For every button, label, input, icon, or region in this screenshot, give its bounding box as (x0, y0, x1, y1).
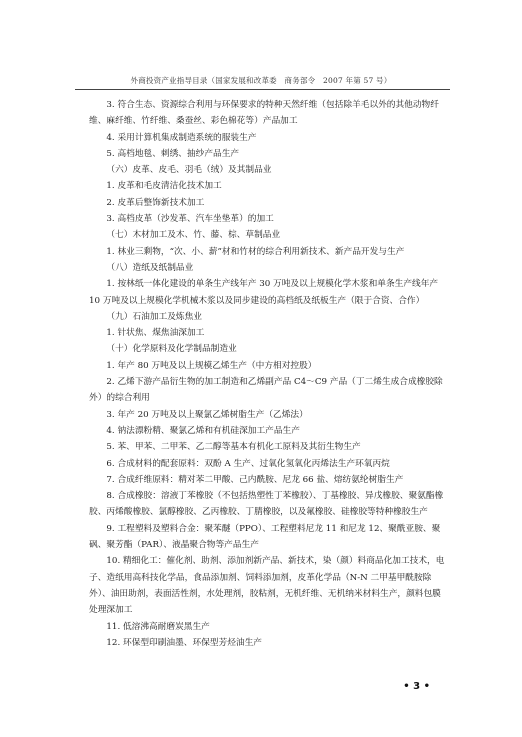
paragraph: 4. 钠法漂粉精、聚氯乙烯和有机硅深加工产品生产 (106, 425, 300, 436)
paragraph: 1. 针状焦、煤焦油深加工 (106, 328, 205, 339)
paragraph: 3. 符合生态、资源综合利用与环保要求的特种天然纤维（包括除羊毛以外的其他动物纤维、麻纤维、竹纤维、桑蚕丝、彩色棉花等）产品加工 (89, 100, 439, 127)
paragraph: 1. 年产 80 万吨及以上规模乙烯生产（中方相对控股） (106, 360, 317, 371)
paragraph: 2. 乙烯下游产品衍生物的加工制造和乙烯副产品 C4～C9 产品（丁二烯生成合成橡胶除外）的综合利用 (89, 377, 443, 404)
running-header: 外商投资产业指导目录（国家发展和改革委 商务部令 2007 年第 57 号） (130, 76, 392, 85)
section-heading: （八）造纸及纸制品业 (106, 262, 194, 273)
paragraph: 3. 高档皮革（沙发革、汽车坐垫革）的加工 (106, 214, 274, 225)
paragraph: 9. 工程塑料及塑料合金：聚苯醚（PPO）、工程塑料尼龙 11 和尼龙 12、聚酰亚胺、聚砜、聚芳酯（PAR）、液晶聚合物等产品生产 (89, 523, 441, 551)
section-heading: （十）化学原料及化学制品制造业 (106, 344, 237, 355)
paragraph: 5. 苯、甲苯、二甲苯、乙二醇等基本有机化工原料及其衍生物生产 (106, 442, 361, 453)
section-heading: （六）皮革、皮毛、羽毛（绒）及其制品业 (106, 165, 272, 176)
page-number: • 3 • (403, 681, 430, 692)
paragraph: 10. 精细化工：催化剂、助剂、添加剂新产品、新技术，染（颜）料商品化加工技术，电子、造纸用高科技化学品，食品添加剂、饲料添加剂，皮革化学品（N-N 二甲基甲酰胺除外）、油田助剂，表面活性剂，水处理剂，胶粘剂，无机纤维、无机纳米材料生产，颜料包膜处理深加工 (89, 556, 445, 616)
paragraph: 1. 按林纸一体化建设的单条生产线年产 30 万吨及以上规模化学木浆和单条生产线年产 10 万吨及以上规模化学机械木浆以及同步建设的高档纸及纸板生产（限于合资、合作） (89, 279, 439, 306)
paragraph: 6. 合成材料的配套原料：双酚 A 生产、过氧化氢氧化丙烯法生产环氧丙烷 (106, 458, 390, 469)
paragraph: 7. 合成纤维原料：精对苯二甲酸、己内酰胺、尼龙 66 盐、熔纺氨纶树脂生产 (106, 474, 404, 485)
paragraph: 2. 皮革后整饰新技术加工 (106, 197, 205, 208)
paragraph: 11. 低溶沸高耐磨炭黑生产 (106, 621, 210, 632)
section-heading: （九）石油加工及炼焦业 (106, 311, 202, 322)
paragraph: 3. 年产 20 万吨及以上聚氯乙烯树脂生产（乙烯法） (106, 409, 308, 420)
document-body (89, 97, 446, 651)
section-heading: （七）木材加工及木、竹、藤、棕、草制品业 (106, 230, 281, 241)
paragraph: 12. 环保型印刷油墨、环保型芳烃油生产 (106, 637, 262, 648)
paragraph: 5. 高档地毯、刺绣、抽纱产品生产 (106, 148, 240, 159)
header-rule (75, 89, 450, 90)
paragraph: 4. 采用计算机集成制造系统的服装生产 (106, 132, 257, 143)
paragraph: 1. 林业三剩物，“次、小、薪”材和竹材的综合利用新技术、新产品开发与生产 (106, 246, 405, 257)
paragraph: 8. 合成橡胶：溶液丁苯橡胶（不包括热塑性丁苯橡胶）、丁基橡胶、异戊橡胶、聚氨酯橡胶、丙烯酸橡胶、氯醇橡胶、乙丙橡胶、丁腈橡胶，以及氟橡胶、硅橡胶等特种橡胶生产 (89, 491, 444, 518)
paragraph: 1. 皮革和毛皮清洁化技术加工 (106, 181, 222, 192)
